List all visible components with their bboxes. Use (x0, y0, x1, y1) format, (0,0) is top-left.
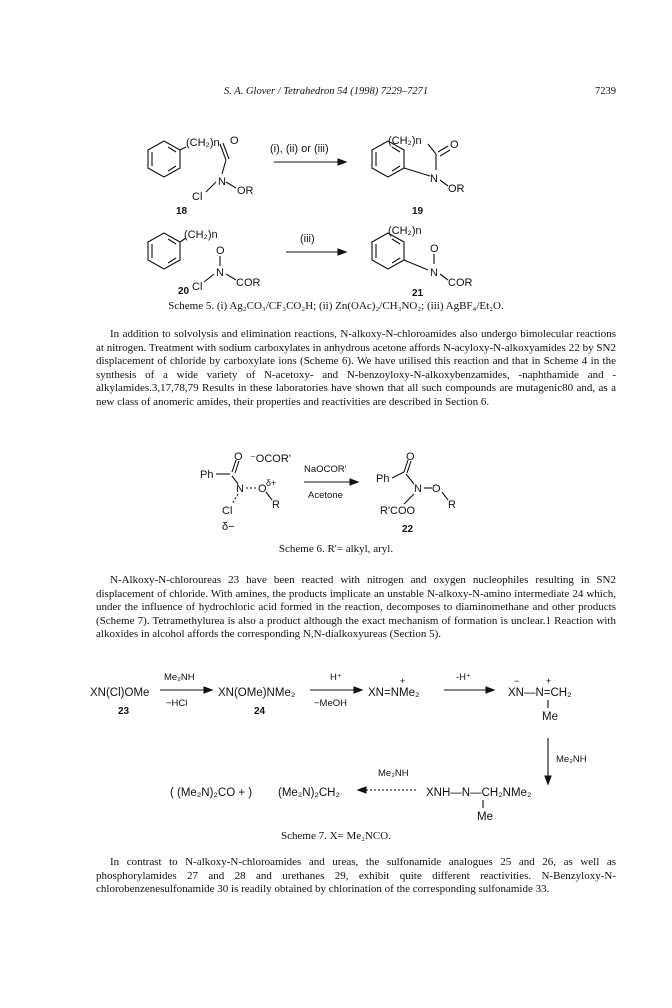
scheme6-figure (0, 450, 672, 540)
svg-text:Me: Me (542, 711, 558, 723)
compound-21-label: 21 (412, 288, 424, 299)
svg-text:(CH₂)n: (CH₂)n (186, 137, 220, 149)
svg-text:N: N (236, 483, 244, 495)
chloro-urea: XN(Cl)OMe (90, 687, 150, 699)
svg-text:−MeOH: −MeOH (314, 698, 347, 709)
svg-text:Ph: Ph (200, 469, 214, 481)
iminium-ion: XN=NMe₂ (368, 687, 420, 699)
paragraph-3: In contrast to N-alkoxy-N-chloroamides and ureas, the sulfonamide analogues 25 and 26, as well as phosphorylamides 27 and 28 and urethanes 29, exhibit quite different reactivities. N-Benzyloxy-N-chlorobenzenesulfonamide 30 is readily obtained by chlorination of the corresponding sulfonamide 33. (96, 856, 616, 896)
svg-text:O: O (406, 451, 415, 463)
scheme6-caption: Scheme 6. R'= alkyl, aryl. (278, 543, 394, 555)
svg-text:O: O (230, 135, 239, 147)
diaminomethane: (Me₂N)₂CH₂ (278, 787, 340, 799)
svg-text:Ph: Ph (376, 473, 390, 485)
svg-text:(iii): (iii) (300, 233, 315, 245)
svg-text:OR: OR (448, 183, 465, 195)
compound-18-label: 18 (176, 206, 188, 217)
svg-text:⁻OCOR': ⁻OCOR' (250, 453, 291, 465)
scheme5-bottom-arrow (286, 233, 346, 255)
aminal: XNH—N—CH₂NMe₂ (426, 787, 532, 799)
svg-text:Me₂NH: Me₂NH (164, 672, 195, 683)
running-title: S. A. Glover / Tetrahedron 54 (1998) 7229–7271 (224, 86, 429, 97)
scheme6-arrow (304, 464, 358, 501)
svg-text:O: O (430, 243, 439, 255)
svg-text:N: N (216, 267, 224, 279)
svg-text:O: O (216, 245, 225, 257)
svg-text:COR: COR (236, 277, 261, 289)
svg-text:N: N (430, 173, 438, 185)
svg-text:O: O (450, 139, 459, 151)
scheme5-figure (0, 130, 672, 310)
svg-text:-H⁺: -H⁺ (456, 672, 472, 683)
transition-state-structure (200, 451, 291, 533)
compound-22-structure (376, 451, 456, 535)
svg-text:H⁺: H⁺ (330, 672, 342, 683)
svg-text:Cl: Cl (222, 505, 233, 517)
compound-19-label: 19 (412, 206, 424, 217)
svg-text:Me₂NH: Me₂NH (556, 754, 587, 765)
ylide: XN—N=CH₂ (508, 687, 572, 699)
svg-text:R'COO: R'COO (380, 505, 416, 517)
svg-text:Cl: Cl (192, 191, 203, 203)
svg-text:R: R (448, 499, 456, 511)
scheme7-figure (0, 668, 672, 828)
compound-20-structure (148, 229, 261, 297)
svg-text:O: O (258, 483, 267, 495)
page-number: 7239 (595, 86, 616, 97)
svg-text:−HCl: −HCl (166, 698, 188, 709)
svg-text:O: O (234, 451, 243, 463)
svg-text:R: R (272, 499, 280, 511)
svg-text:−: − (514, 676, 520, 686)
svg-text:NaOCOR': NaOCOR' (304, 464, 347, 475)
paragraph-1: In addition to solvolysis and elimination reactions, N-alkoxy-N-chloroamides also undergo bimolecular reactions at nitrogen. Treatment with sodium carboxylates in anhydrous acetone affords N-acyloxy-N-alkoxyamides 22 by SN2 displacement of chloride by carboxylate ions (Scheme 6). We have utilised this reaction and that in Scheme 4 in the synthesis of a wide variety of N-acetoxy- and N-benzoyloxy-N-alkoxybenzamides, -naphthamide and -alkylamides.3,17,78,79 Results in these laboratories have shown that all such compounds are mutagenic80 and, as a new class of anomeric amides, their properties and reactivities are described in Section 6. (96, 328, 616, 408)
compound-21-structure (372, 225, 473, 299)
svg-text:Me: Me (477, 811, 493, 823)
tetramethylurea: ( (Me₂N)₂CO + ) (170, 787, 253, 799)
svg-text:(CH₂)n: (CH₂)n (388, 225, 422, 237)
scheme5-caption: Scheme 5. (i) Ag₂CO₃/CF₃CO₂H; (ii) Zn(OAc)₂/CH₃NO₂; (iii) AgBF₄/Et₂O. (168, 300, 504, 312)
svg-text:Me₂NH: Me₂NH (378, 768, 409, 779)
svg-text:COR: COR (448, 277, 473, 289)
compound-23-label: 23 (118, 706, 130, 717)
svg-text:N: N (430, 267, 438, 279)
svg-text:δ+: δ+ (266, 478, 277, 488)
svg-text:+: + (400, 676, 406, 686)
paragraph-2: N-Alkoxy-N-chloroureas 23 have been reacted with nitrogen and oxygen nucleophiles resulting in SN2 displacement of chloride. With amines, the products implicate an unstable N-alkoxy-N-amino intermediate 24 which, under the influence of hydrochloric acid formed in the reaction, decomposes to diaminomethane and other products (Scheme 7). Tetramethylurea is also a product although the exact mechanism of formation is unclear.1 Reaction with alkoxides in alcohol affords the corresponding N,N-dialkoxyureas (Section 5). (96, 574, 616, 641)
scheme7-caption: Scheme 7. X= Me₂NCO. (281, 830, 391, 842)
compound-19-structure (372, 135, 465, 217)
svg-text:N: N (218, 176, 226, 188)
svg-text:N: N (414, 483, 422, 495)
svg-text:(CH₂)n: (CH₂)n (388, 135, 422, 147)
compound-20-label: 20 (178, 286, 190, 297)
svg-text:Cl: Cl (192, 281, 203, 293)
svg-text:Acetone: Acetone (308, 490, 343, 501)
scheme5-top-arrow (270, 143, 346, 165)
svg-text:+: + (546, 676, 552, 686)
running-header (96, 86, 616, 102)
intermediate-24: XN(OMe)NMe₂ (218, 687, 296, 699)
svg-text:(i), (ii) or (iii): (i), (ii) or (iii) (270, 143, 329, 155)
svg-text:O: O (432, 483, 441, 495)
compound-22-label: 22 (402, 524, 414, 535)
svg-text:OR: OR (237, 185, 254, 197)
svg-text:(CH₂)n: (CH₂)n (184, 229, 218, 241)
compound-24-label: 24 (254, 706, 266, 717)
svg-text:δ−: δ− (222, 521, 235, 533)
compound-18-structure (148, 135, 254, 217)
